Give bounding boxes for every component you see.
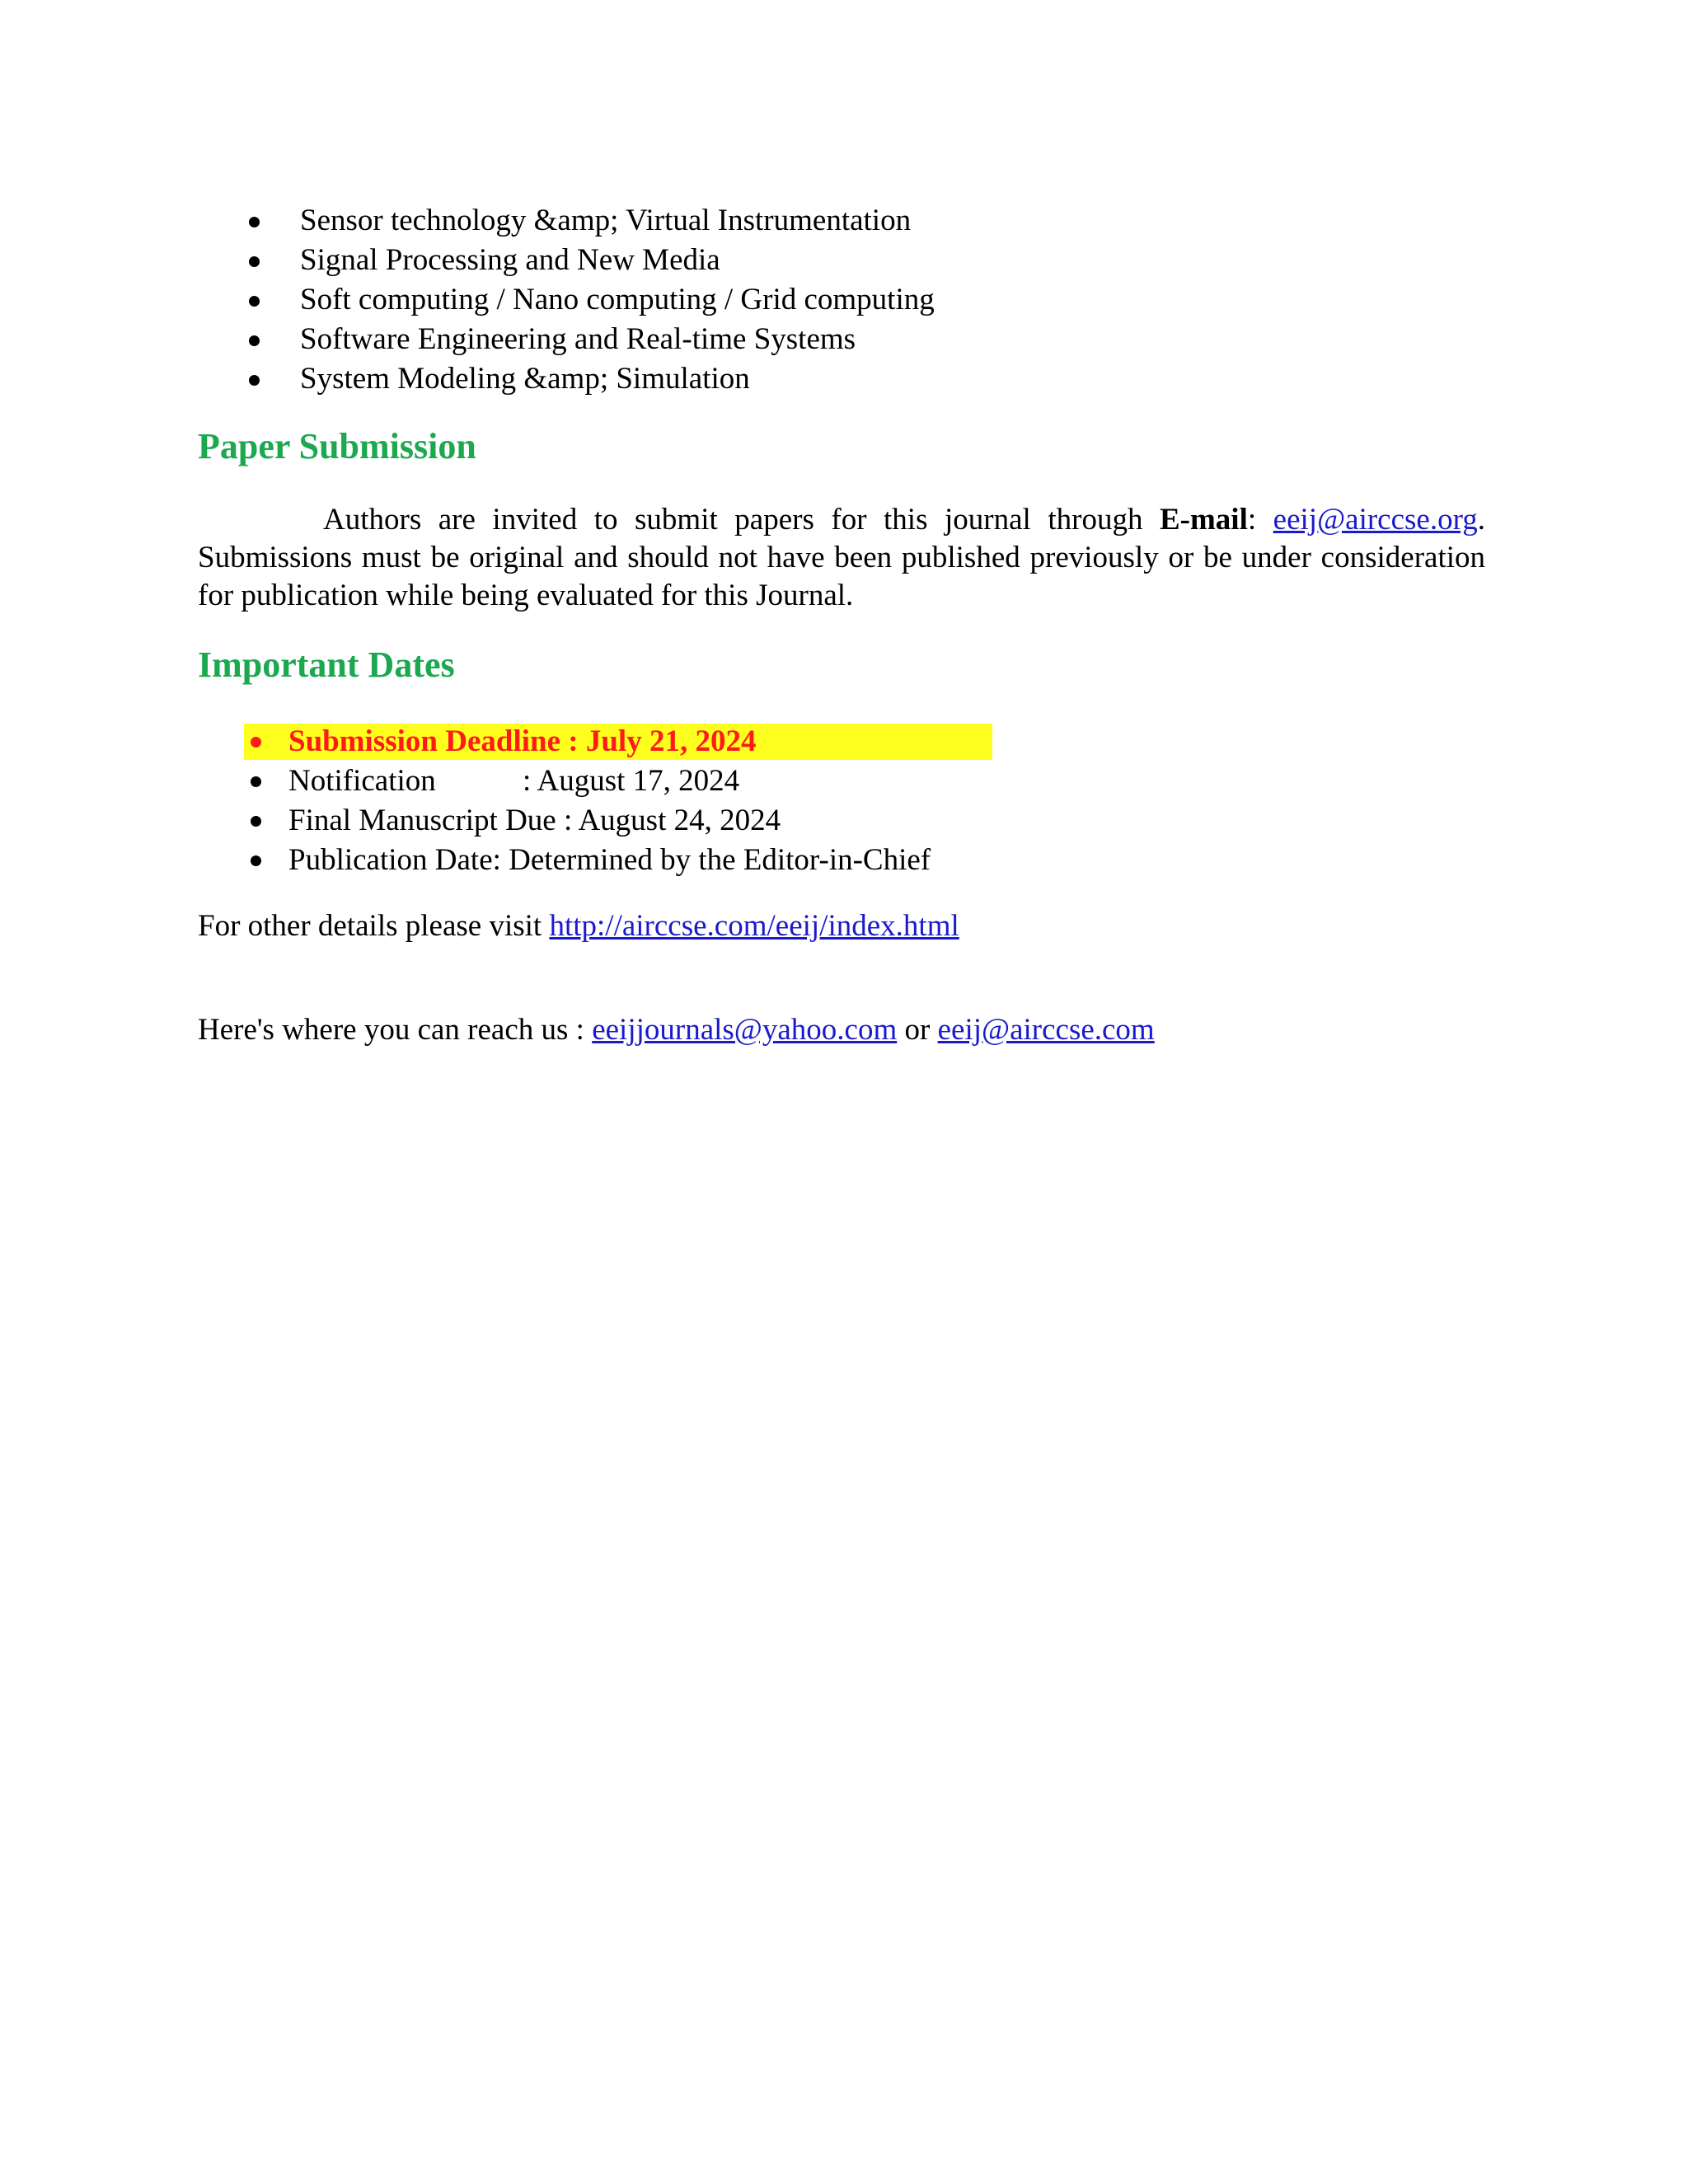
bullet-icon [251,737,261,748]
deadline-item [198,722,931,762]
final-manuscript-text: Final Manuscript Due : August 24, 2024 [288,804,781,837]
email-label: E-mail [1159,503,1248,537]
publication-date-item [198,841,931,880]
important-dates-heading: Important Dates [198,644,455,685]
bullet-icon [251,855,261,866]
list-item [198,320,935,359]
contact-line [198,1010,1155,1050]
submission-paragraph [198,501,1485,615]
list-item [198,241,935,280]
list-item [198,359,935,399]
list-item [198,201,935,241]
bullet-icon [249,256,260,267]
topic-text: System Modeling &amp; Simulation [300,362,750,396]
paper-submission-heading: Paper Submission [198,426,476,466]
contact-text: Here's where you can reach us : [198,1013,593,1047]
bullet-icon [249,375,260,386]
topic-text: Sensor technology &amp; Virtual Instrumentation [300,204,912,237]
submission-rest-text: . Submissions must be original and should not have been published previously or be under consideration for publication while being evaluated for this Journal. [198,503,1485,612]
publication-date-text: Publication Date: Determined by the Editor-in-Chief [288,843,931,877]
bullet-icon [249,335,260,346]
dates-list [198,722,931,880]
email-colon: : [1247,503,1273,537]
bullet-icon [249,217,260,227]
journal-website-link[interactable]: http://airccse.com/eeij/index.html [549,909,959,943]
submission-intro-text: Authors are invited to submit papers for this journal through [323,503,1160,537]
other-details-text: For other details please visit [198,909,550,943]
notification-item [198,762,931,801]
deadline-text: Submission Deadline : July 21, 2024 [288,724,757,758]
contact-email-airccse-link[interactable]: eeij@airccse.com [937,1013,1155,1047]
bullet-icon [249,296,260,307]
bullet-icon [251,816,261,827]
topic-list [198,201,935,399]
submission-email-link[interactable]: eeij@airccse.org [1273,503,1478,537]
other-details-line [198,907,959,946]
notification-value: : August 17, 2024 [523,764,740,798]
contact-email-yahoo-link[interactable]: eeijjournals@yahoo.com [592,1013,898,1047]
contact-separator: or [897,1013,938,1047]
bullet-icon [251,776,261,787]
topic-text: Signal Processing and New Media [300,243,720,277]
notification-label: Notification [288,764,436,798]
list-item [198,280,935,320]
final-manuscript-item [198,801,931,841]
topic-text: Soft computing / Nano computing / Grid computing [300,283,935,316]
topic-text: Software Engineering and Real-time Systems [300,322,856,356]
